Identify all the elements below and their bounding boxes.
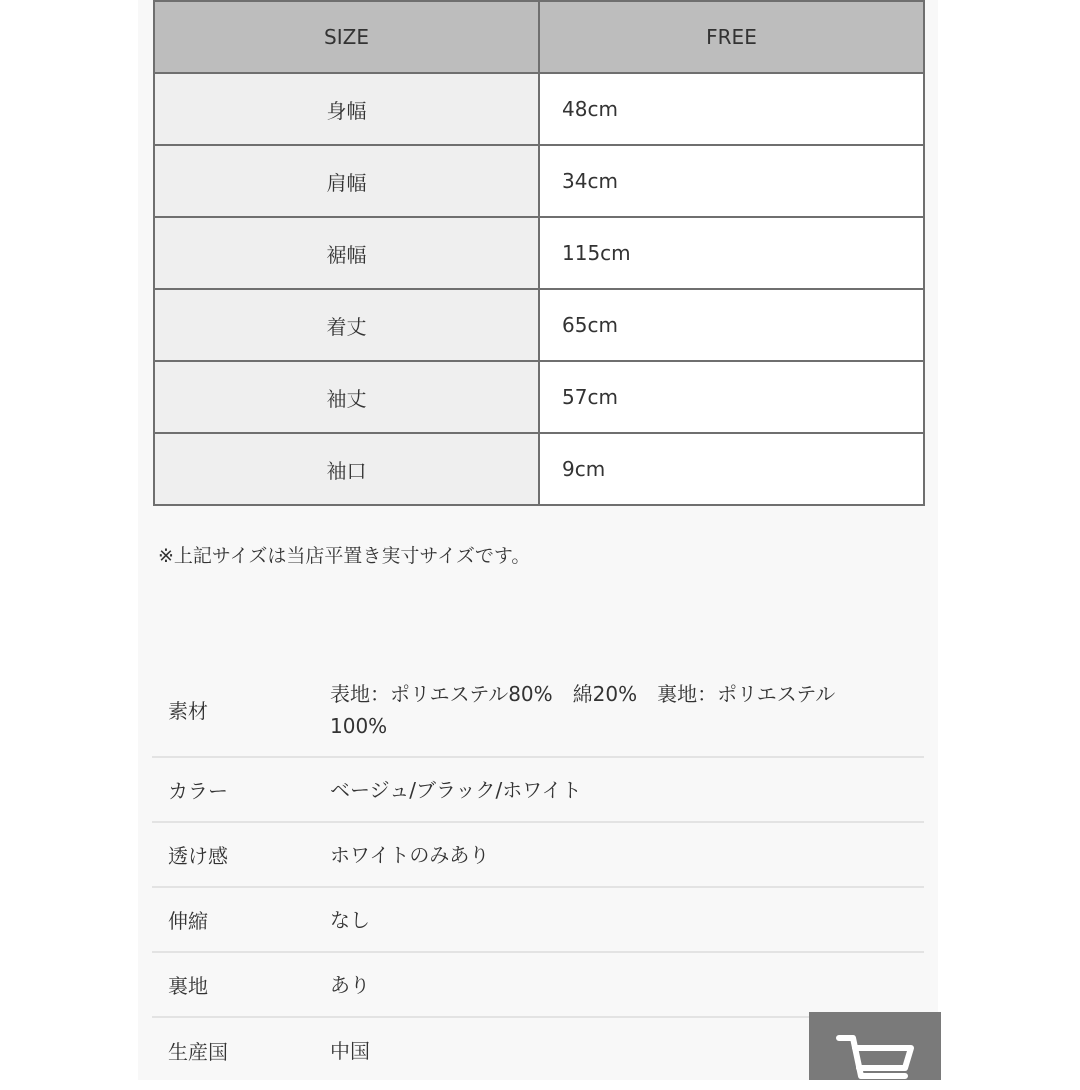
cart-icon — [835, 1030, 917, 1090]
table-row — [154, 289, 924, 361]
row-label-length: 着丈 — [154, 289, 539, 361]
spec-row-material — [152, 663, 924, 758]
spec-row-sheerness — [152, 823, 924, 888]
header-size: SIZE — [154, 1, 539, 73]
spec-label: 裏地 — [168, 974, 208, 998]
row-label-hem-width: 裾幅 — [154, 217, 539, 289]
table-row — [154, 361, 924, 433]
spec-value: ホワイトのみあり — [330, 842, 490, 867]
table-row — [154, 217, 924, 289]
spec-value: なし — [330, 907, 370, 932]
row-value-hem-width: 115cm — [539, 217, 924, 289]
table-row — [154, 145, 924, 217]
spec-value: ベージュ/ブラック/ホワイト — [330, 777, 582, 802]
cart-button[interactable] — [809, 1012, 941, 1080]
spec-row-lining — [152, 953, 924, 1018]
spec-value: 中国 — [330, 1038, 370, 1063]
spec-label: カラー — [168, 779, 228, 803]
spec-value: 表地：ポリエステル80% 綿20% 裏地：ポリエステル100% — [330, 681, 836, 738]
row-value-sleeve-length: 57cm — [539, 361, 924, 433]
spec-row-stretch — [152, 888, 924, 953]
size-table-header — [154, 1, 924, 73]
row-label-shoulder-width: 肩幅 — [154, 145, 539, 217]
spec-row-color — [152, 758, 924, 823]
spec-label: 素材 — [168, 699, 208, 723]
row-value-length: 65cm — [539, 289, 924, 361]
row-value-shoulder-width: 34cm — [539, 145, 924, 217]
size-table — [153, 0, 925, 506]
row-label-body-width: 身幅 — [154, 73, 539, 145]
header-free: FREE — [539, 1, 924, 73]
size-note: ※上記サイズは当店平置き実寸サイズです。 — [158, 545, 531, 567]
spec-value: あり — [330, 972, 370, 997]
row-label-sleeve-length: 袖丈 — [154, 361, 539, 433]
row-label-cuff: 袖口 — [154, 433, 539, 505]
spec-label: 生産国 — [168, 1040, 228, 1064]
table-row — [154, 433, 924, 505]
spec-label: 透け感 — [168, 844, 228, 868]
row-value-body-width: 48cm — [539, 73, 924, 145]
table-row — [154, 73, 924, 145]
spec-label: 伸縮 — [168, 909, 208, 933]
row-value-cuff: 9cm — [539, 433, 924, 505]
